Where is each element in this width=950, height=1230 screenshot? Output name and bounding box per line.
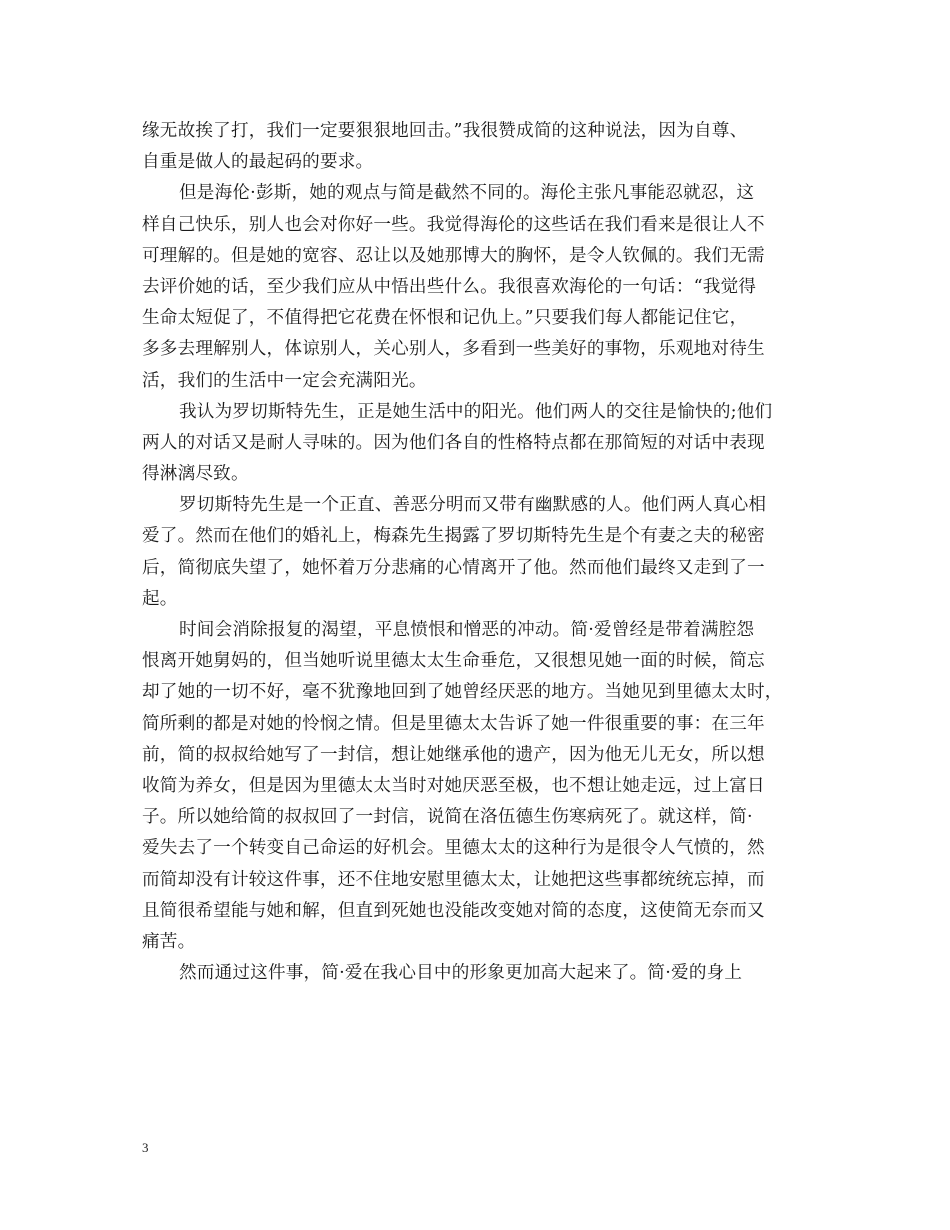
text-line: 但是海伦·彭斯，她的观点与简是截然不同的。海伦主张凡事能忍就忍，这 bbox=[179, 183, 755, 204]
text-line: 我认为罗切斯特先生，正是她生活中的阳光。他们两人的交往是愉快的;他们 bbox=[179, 401, 773, 422]
paragraph-2 bbox=[142, 178, 807, 396]
text-line: 前，简的叔叔给她写了一封信，想让她继承他的遗产，因为他无儿无女，所以想 bbox=[142, 744, 765, 765]
page-number: 3 bbox=[142, 1140, 149, 1155]
text-line: 且简很希望能与她和解，但直到死她也没能改变她对简的态度，这使简无奈而又 bbox=[142, 900, 765, 921]
text-line: 去评价她的话，至少我们应从中悟出些什么。我很喜欢海伦的一句话：“我觉得 bbox=[142, 276, 757, 297]
text-line: 起。 bbox=[142, 588, 178, 609]
text-line: 痛苦。 bbox=[142, 931, 196, 952]
text-line: 爱失去了一个转变自己命运的好机会。里德太太的这种行为是很令人气愤的，然 bbox=[142, 838, 765, 859]
text-line: 罗切斯特先生是一个正直、善恶分明而又带有幽默感的人。他们两人真心相 bbox=[179, 495, 767, 516]
text-line: 后，简彻底失望了，她怀着万分悲痛的心情离开了他。然而他们最终又走到了一 bbox=[142, 557, 765, 578]
text-line: 简所剩的都是对她的怜悯之情。但是里德太太告诉了她一件很重要的事：在三年 bbox=[142, 713, 765, 734]
text-line: 子。所以她给简的叔叔回了一封信，说简在洛伍德生伤寒病死了。就这样，简· bbox=[142, 807, 753, 828]
text-line: 可理解的。但是她的宽容、忍让以及她那博大的胸怀，是令人钦佩的。我们无需 bbox=[142, 245, 765, 266]
text-line: 两人的对话又是耐人寻味的。因为他们各自的性格特点都在那简短的对话中表现 bbox=[142, 432, 765, 453]
paragraph-1 bbox=[142, 116, 807, 178]
text-line: 恨离开她舅妈的，但当她听说里德太太生命垂危，又很想见她一面的时候，简忘 bbox=[142, 651, 765, 672]
text-line: 爱了。然而在他们的婚礼上，梅森先生揭露了罗切斯特先生是个有妻之夫的秘密 bbox=[142, 526, 765, 547]
paragraph-5 bbox=[142, 615, 807, 958]
text-line: 时间会消除报复的渴望，平息愤恨和憎恶的冲动。简·爱曾经是带着满腔怨 bbox=[179, 620, 755, 640]
text-line: 样自己快乐，别人也会对你好一些。我觉得海伦的这些话在我们看来是很让人不 bbox=[142, 214, 765, 235]
text-line: 活，我们的生活中一定会充满阳光。 bbox=[142, 370, 427, 391]
text-line: 得淋漓尽致。 bbox=[142, 464, 249, 485]
document-body bbox=[142, 116, 807, 989]
text-line: 自重是做人的最起码的要求。 bbox=[142, 152, 374, 173]
text-line: 然而通过这件事，简·爱在我心目中的形象更加高大起来了。简·爱的身上 bbox=[179, 963, 743, 984]
paragraph-6 bbox=[142, 958, 807, 989]
text-line: 多多去理解别人，体谅别人，关心别人，多看到一些美好的事物，乐观地对待生 bbox=[142, 339, 765, 360]
paragraph-4 bbox=[142, 490, 807, 615]
text-line: 而简却没有计较这件事，还不住地安慰里德太太，让她把这些事都统统忘掉，而 bbox=[142, 869, 765, 890]
text-line: 却了她的一切不好，毫不犹豫地回到了她曾经厌恶的地方。当她见到里德太太时， bbox=[142, 682, 783, 703]
text-line: 缘无故挨了打，我们一定要狠狠地回击。”我很赞成简的这种说法，因为自尊、 bbox=[142, 121, 748, 141]
paragraph-3 bbox=[142, 397, 807, 491]
text-line: 生命太短促了，不值得把它花费在怀恨和记仇上。”只要我们每人都能记住它， bbox=[142, 308, 748, 329]
text-line: 收简为养女，但是因为里德太太当时对她厌恶至极，也不想让她走远，过上富日 bbox=[142, 775, 765, 796]
